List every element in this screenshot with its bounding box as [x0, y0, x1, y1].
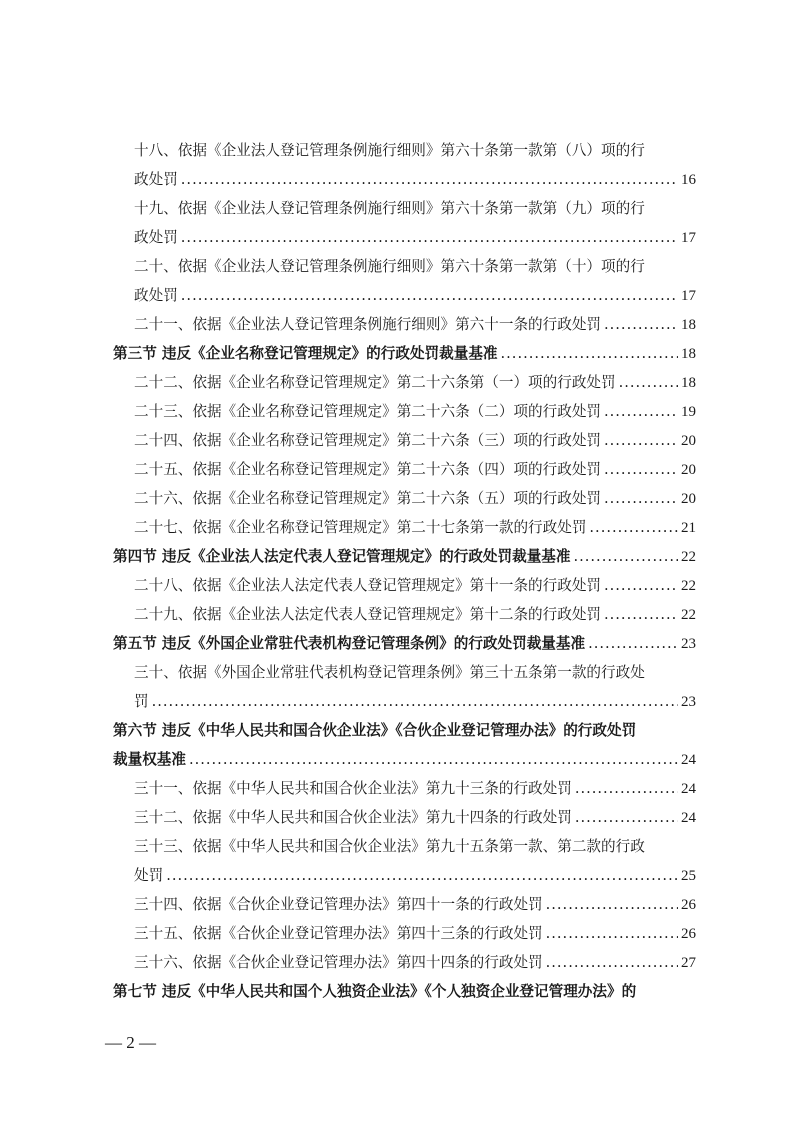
toc-entry-title: 二十五、依据《企业名称登记管理规定》第二十六条（四）项的行政处罚	[134, 461, 602, 478]
toc-entry-line[interactable]	[0, 136, 793, 165]
toc-page-number: 20	[681, 433, 696, 449]
toc-entry-title: 三十二、依据《中华人民共和国合伙企业法》第九十四条的行政处罚	[134, 809, 572, 826]
dot-leader	[604, 455, 678, 484]
toc-section-title: 第七节 违反《中华人民共和国个人独资企业法》《个人独资企业登记管理办法》的	[113, 983, 637, 1000]
toc-entry[interactable]	[0, 165, 793, 194]
toc-entry[interactable]	[0, 426, 793, 455]
toc-section-entry[interactable]	[0, 629, 793, 658]
dot-leader	[619, 368, 678, 397]
dot-leader	[181, 223, 678, 252]
toc-entry[interactable]	[0, 368, 793, 397]
dot-leader	[574, 542, 679, 571]
toc-entry-line[interactable]	[0, 658, 793, 687]
toc-section-entry[interactable]	[0, 542, 793, 571]
toc-entry-title: 二十六、依据《企业名称登记管理规定》第二十六条（五）项的行政处罚	[134, 490, 602, 507]
toc-entry-title: 二十、依据《企业法人登记管理条例施行细则》第六十条第一款第（十）项的行	[134, 258, 645, 275]
dot-leader	[604, 397, 678, 426]
toc-section-entry[interactable]	[0, 745, 793, 774]
toc-page-number: 16	[681, 172, 696, 188]
toc-entry-title: 三十一、依据《中华人民共和国合伙企业法》第九十三条的行政处罚	[134, 780, 572, 797]
dot-leader	[181, 281, 678, 310]
toc-entry-title: 三十五、依据《合伙企业登记管理办法》第四十三条的行政处罚	[134, 925, 543, 942]
toc-entry-title: 十九、依据《企业法人登记管理条例施行细则》第六十条第一款第（九）项的行	[134, 200, 645, 217]
toc-page-number: 22	[681, 578, 696, 594]
toc-entry-title: 三十、依据《外国企业常驻代表机构登记管理条例》第三十五条第一款的行政处	[134, 664, 645, 681]
toc-entry-title-cont: 政处罚	[134, 229, 178, 246]
toc-entry[interactable]	[0, 571, 793, 600]
dot-leader	[189, 745, 678, 774]
toc-page-number: 21	[681, 520, 696, 536]
toc-page-number: 23	[681, 694, 696, 710]
toc-entry-title-cont: 政处罚	[134, 171, 178, 188]
dot-leader	[575, 774, 678, 803]
toc-section-title: 第四节 违反《企业法人法定代表人登记管理规定》的行政处罚裁量基准	[113, 548, 571, 565]
dot-leader	[604, 484, 678, 513]
dot-leader	[501, 339, 678, 368]
toc-entry[interactable]	[0, 774, 793, 803]
toc-entry-title: 二十八、依据《企业法人法定代表人登记管理规定》第十一条的行政处罚	[134, 577, 602, 594]
toc-entry-title: 二十一、依据《企业法人登记管理条例施行细则》第六十一条的行政处罚	[134, 316, 602, 333]
toc-entry[interactable]	[0, 861, 793, 890]
page-number-footer: — 2 —	[105, 1033, 156, 1052]
toc-entry-line[interactable]	[0, 252, 793, 281]
toc-entry-title: 二十四、依据《企业名称登记管理规定》第二十六条（三）项的行政处罚	[134, 432, 602, 449]
toc-section-line[interactable]	[0, 716, 793, 745]
table-of-contents	[0, 136, 793, 1006]
toc-page-number: 24	[681, 752, 696, 768]
dot-leader	[589, 513, 678, 542]
toc-entry[interactable]	[0, 513, 793, 542]
toc-page-number: 24	[681, 810, 696, 826]
toc-page-number: 24	[681, 781, 696, 797]
toc-entry-title: 二十七、依据《企业名称登记管理规定》第二十七条第一款的行政处罚	[134, 519, 587, 536]
toc-entry[interactable]	[0, 890, 793, 919]
dot-leader	[588, 629, 678, 658]
toc-section-line[interactable]	[0, 977, 793, 1006]
toc-section-title: 第六节 违反《中华人民共和国合伙企业法》《合伙企业登记管理办法》的行政处罚	[113, 722, 637, 739]
toc-entry-title: 十八、依据《企业法人登记管理条例施行细则》第六十条第一款第（八）项的行	[134, 142, 645, 159]
toc-entry[interactable]	[0, 948, 793, 977]
toc-entry[interactable]	[0, 484, 793, 513]
toc-entry-title-cont: 政处罚	[134, 287, 178, 304]
toc-page-number: 17	[681, 288, 696, 304]
toc-page-number: 18	[681, 317, 696, 333]
dot-leader	[604, 571, 678, 600]
toc-page-number: 26	[681, 897, 696, 913]
toc-entry-title-cont: 处罚	[134, 867, 164, 884]
dot-leader	[546, 948, 678, 977]
toc-entry[interactable]	[0, 600, 793, 629]
toc-entry[interactable]	[0, 281, 793, 310]
toc-entry-line[interactable]	[0, 194, 793, 223]
toc-entry[interactable]	[0, 455, 793, 484]
toc-entry[interactable]	[0, 223, 793, 252]
dot-leader	[604, 310, 678, 339]
toc-entry[interactable]	[0, 310, 793, 339]
dot-leader	[181, 165, 678, 194]
toc-section-entry[interactable]	[0, 339, 793, 368]
toc-page-number: 20	[681, 491, 696, 507]
toc-entry-title: 三十四、依据《合伙企业登记管理办法》第四十一条的行政处罚	[134, 896, 543, 913]
toc-entry[interactable]	[0, 397, 793, 426]
dot-leader	[575, 803, 678, 832]
toc-page-number: 20	[681, 462, 696, 478]
toc-entry-title: 三十六、依据《合伙企业登记管理办法》第四十四条的行政处罚	[134, 954, 543, 971]
toc-page-number: 22	[681, 549, 696, 565]
dot-leader	[152, 687, 678, 716]
dot-leader	[604, 426, 678, 455]
toc-entry-title: 三十三、依据《中华人民共和国合伙企业法》第九十五条第一款、第二款的行政	[134, 838, 645, 855]
toc-page-number: 18	[681, 346, 696, 362]
toc-entry[interactable]	[0, 803, 793, 832]
dot-leader	[546, 919, 678, 948]
toc-entry-line[interactable]	[0, 832, 793, 861]
toc-page-number: 23	[681, 636, 696, 652]
dot-leader	[546, 890, 678, 919]
toc-section-title: 第五节 违反《外国企业常驻代表机构登记管理条例》的行政处罚裁量基准	[113, 635, 586, 652]
toc-page-number: 26	[681, 926, 696, 942]
toc-page-number: 25	[681, 868, 696, 884]
toc-page-number: 22	[681, 607, 696, 623]
toc-page-number: 19	[681, 404, 696, 420]
toc-entry[interactable]	[0, 919, 793, 948]
toc-page-number: 27	[681, 955, 696, 971]
toc-section-title: 第三节 违反《企业名称登记管理规定》的行政处罚裁量基准	[113, 345, 498, 362]
toc-entry-title-cont: 罚	[134, 693, 149, 710]
toc-entry-title: 二十二、依据《企业名称登记管理规定》第二十六条第（一）项的行政处罚	[134, 374, 616, 391]
toc-entry[interactable]	[0, 687, 793, 716]
toc-section-title-cont: 裁量权基准	[113, 751, 186, 768]
dot-leader	[166, 861, 678, 890]
toc-page-number: 18	[681, 375, 696, 391]
toc-page-number: 17	[681, 230, 696, 246]
toc-entry-title: 二十九、依据《企业法人法定代表人登记管理规定》第十二条的行政处罚	[134, 606, 602, 623]
dot-leader	[604, 600, 678, 629]
toc-entry-title: 二十三、依据《企业名称登记管理规定》第二十六条（二）项的行政处罚	[134, 403, 602, 420]
